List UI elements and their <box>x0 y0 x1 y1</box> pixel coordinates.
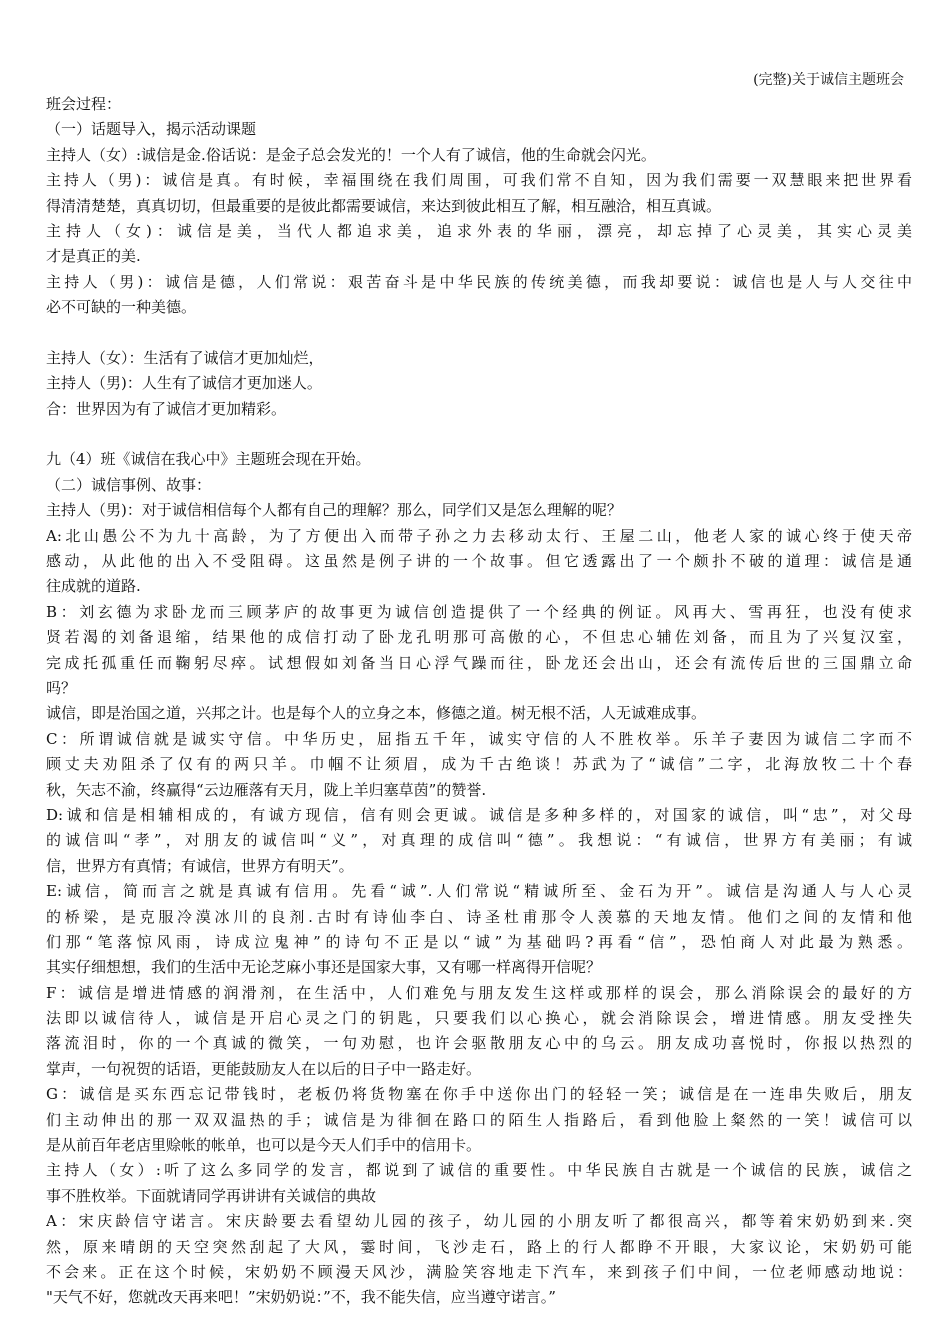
text-line: 班会过程： <box>46 95 122 113</box>
text-line: 感动，从此他的出入不受阻碍。这虽然是例子讲的一个故事。但它透露出了一个颇扑不破的道理：诚信是通 <box>46 552 912 571</box>
text-line: 们那“笔落惊风雨，诗成泣鬼神”的诗句不正是以“诚”为基础吗?再看“信”，恐怕商人对此最为熟悉。 <box>46 932 912 951</box>
text-line: 不会来。正在这个时候，宋奶奶不顾漫天风沙，满脸笑容地走下汽车，来到孩子们中间，一位老师感动地说： <box>46 1262 912 1281</box>
text-line: 主持人（男)：诚信是德，人们常说：艰苦奋斗是中华民族的传统美德，而我却要说：诚信也是人与人交往中 <box>46 272 912 291</box>
text-line: "天气不好，您就改天再来吧！”宋奶奶说：”不，我不能失信，应当遵守诺言。” <box>46 1288 556 1307</box>
paragraph <box>46 524 912 600</box>
document-title: (完整)关于诚信主题班会 <box>753 72 904 88</box>
text-line: 才是真正的美. <box>46 247 141 266</box>
text-line: 其实仔细想想，我们的生活中无论芝麻小事还是国家大事，又有哪一样离得开信呢？ <box>46 958 602 977</box>
text-line: 秋，矢志不渝，终赢得“云边雁落有天月，陇上羊归塞草茵”的赞誉. <box>46 780 487 799</box>
paragraph <box>46 727 912 803</box>
paragraph <box>46 1158 912 1209</box>
text-line: 落流泪时，你的一个真诚的微笑，一句劝慰，也许会驱散朋友心中的乌云。朋友成功喜悦时，你报以热烈的 <box>46 1034 912 1053</box>
paragraph <box>46 498 912 523</box>
paragraph <box>46 447 912 472</box>
paragraph <box>46 600 912 702</box>
text-line: C：所谓诚信就是诚实守信。中华历史，屈指五千年，诚实守信的人不胜枚举。乐羊子妻因为诚信二字而不 <box>46 729 912 748</box>
paragraph <box>46 879 912 981</box>
text-line: 是从前百年老店里赊帐的帐单，也可以是今天人们手中的信用卡。 <box>46 1136 482 1155</box>
paragraph <box>46 397 912 422</box>
text-line: 掌声，一句祝贺的话语，更能鼓励友人在以后的日子中一路走好。 <box>46 1059 482 1078</box>
paragraph <box>46 701 912 726</box>
text-line: 的桥梁，是克服冷漠冰川的良剂.古时有诗仙李白、诗圣杜甫那令人羡慕的天地友情。他们之间的友情和他 <box>46 907 912 926</box>
text-line: 顾丈夫劝阻杀了仅有的两只羊。巾帼不让须眉，成为千古绝谈！苏武为了“诚信”二字，北海放牧二十个春 <box>46 755 912 774</box>
paragraph <box>46 1082 912 1158</box>
text-line: A:北山愚公不为九十高龄，为了方便出入而带子孙之力去移动太行、王屋二山，他老人家的诚心终于使天帝 <box>46 526 912 545</box>
text-line: 主持人（女)：诚信是美，当代人都追求美，追求外表的华丽，漂亮，却忘掉了心灵美，其实心灵美 <box>46 221 912 240</box>
text-line: 九（4）班《诚信在我心中》主题班会现在开始。 <box>46 450 371 469</box>
paragraph <box>46 346 912 371</box>
paragraph-spacer <box>46 321 912 346</box>
paragraph <box>46 270 912 321</box>
text-line: 们主动伸出的那一双双温热的手；诚信是为徘徊在路口的陌生人指路后，看到他脸上粲然的一笑！诚信可以 <box>46 1110 912 1129</box>
text-line: 往成就的道路. <box>46 577 141 596</box>
document-body <box>46 92 912 1311</box>
text-line: 信，世界方有真情；有诚信，世界方有明天”。 <box>46 856 354 875</box>
text-line: 的诚信叫“孝”，对朋友的诚信叫“义”，对真理的成信叫“德”。我想说：“有诚信，世界方有美丽；有诚 <box>46 831 912 850</box>
text-line: 吗？ <box>46 678 77 697</box>
text-line: D:诚和信是相辅相成的，有诚方现信，信有则会更诚。诚信是多种多样的，对国家的诚信，叫“忠”，对父母 <box>46 805 912 824</box>
text-line: 事不胜枚举。下面就请同学再讲讲有关诚信的典故 <box>46 1186 377 1205</box>
paragraph <box>46 219 912 270</box>
text-line: 主持人（男)：对于诚信相信每个人都有自己的理解？那么，同学们又是怎么理解的呢？ <box>46 501 622 520</box>
text-line: 贤若渴的刘备退缩，结果他的成信打动了卧龙孔明那可高傲的心，不但忠心辅佐刘备，而且为了兴复汉室， <box>46 628 912 647</box>
paragraph <box>46 117 912 142</box>
paragraph <box>46 473 912 498</box>
paragraph <box>46 143 912 168</box>
text-line: 主持人（女）:诚信是金.俗话说：是金子总会发光的！一个人有了诚信，他的生命就会闪光。 <box>46 145 656 164</box>
text-line: 主持人（男)：人生有了诚信才更加迷人。 <box>46 374 322 393</box>
text-line: A：宋庆龄信守诺言。宋庆龄要去看望幼儿园的孩子，幼儿园的小朋友听了都很高兴，都等着宋奶奶到来.突 <box>46 1212 912 1231</box>
paragraph <box>46 371 912 396</box>
text-line: 诚信，即是治国之道，兴邦之计。也是每个人的立身之本，修德之道。树无根不活，人无诚难成事。 <box>46 704 707 723</box>
text-line: 完成托孤重任而鞠躬尽瘁。试想假如刘备当日心浮气躁而往，卧龙还会出山，还会有流传后世的三国鼎立命 <box>46 653 912 672</box>
text-line: 主持人（男)：诚信是真。有时候，幸福围绕在我们周围，可我们常不自知，因为我们需要一双慧眼来把世界看 <box>46 171 912 190</box>
text-line: 主持人（女）:听了这么多同学的发言，都说到了诚信的重要性。中华民族自古就是一个诚信的民族，诚信之 <box>46 1161 912 1180</box>
text-line: 得清清楚楚，真真切切，但最重要的是彼此都需要诚信，来达到彼此相互了解，相互融洽，相互真诚。 <box>46 196 722 215</box>
document-header <box>753 70 904 90</box>
text-line: B：刘玄德为求卧龙而三顾茅庐的故事更为诚信创造提供了一个经典的例证。风再大、雪再狂，也没有使求 <box>46 602 912 621</box>
text-line: （二）诚信事例、故事： <box>46 475 212 494</box>
text-line: 合：世界因为有了诚信才更加精彩。 <box>46 399 287 418</box>
text-line: 法即以诚信待人，诚信是开启心灵之门的钥匙，只要我们以心换心，就会消除误会，增进情感。朋友受挫失 <box>46 1009 912 1028</box>
text-line: （一）话题导入，揭示活动课题 <box>46 120 257 139</box>
text-line: 必不可缺的一种美德。 <box>46 298 197 317</box>
paragraph <box>46 981 912 1083</box>
text-line: 然，原来晴朗的天空突然刮起了大风，霎时间，飞沙走石，路上的行人都睁不开眼，大家议论，宋奶奶可能 <box>46 1237 912 1256</box>
text-line: G：诚信是买东西忘记带钱时，老板仍将货物塞在你手中送你出门的轻轻一笑；诚信是在一连串失败后，朋友 <box>46 1085 912 1104</box>
paragraph <box>46 1209 912 1311</box>
text-line: E:诚信，简而言之就是真诚有信用。先看“诚”.人们常说“精诚所至、金石为开”。诚信是沟通人与人心灵 <box>46 882 912 901</box>
text-line: 主持人（女）：生活有了诚信才更加灿烂， <box>46 348 324 367</box>
text-line: F：诚信是增进情感的润滑剂，在生活中，人们难免与朋友发生这样或那样的误会，那么消除误会的最好的方 <box>46 983 912 1002</box>
paragraph <box>46 168 912 219</box>
paragraph <box>46 92 912 117</box>
paragraph <box>46 803 912 879</box>
paragraph-spacer <box>46 422 912 447</box>
